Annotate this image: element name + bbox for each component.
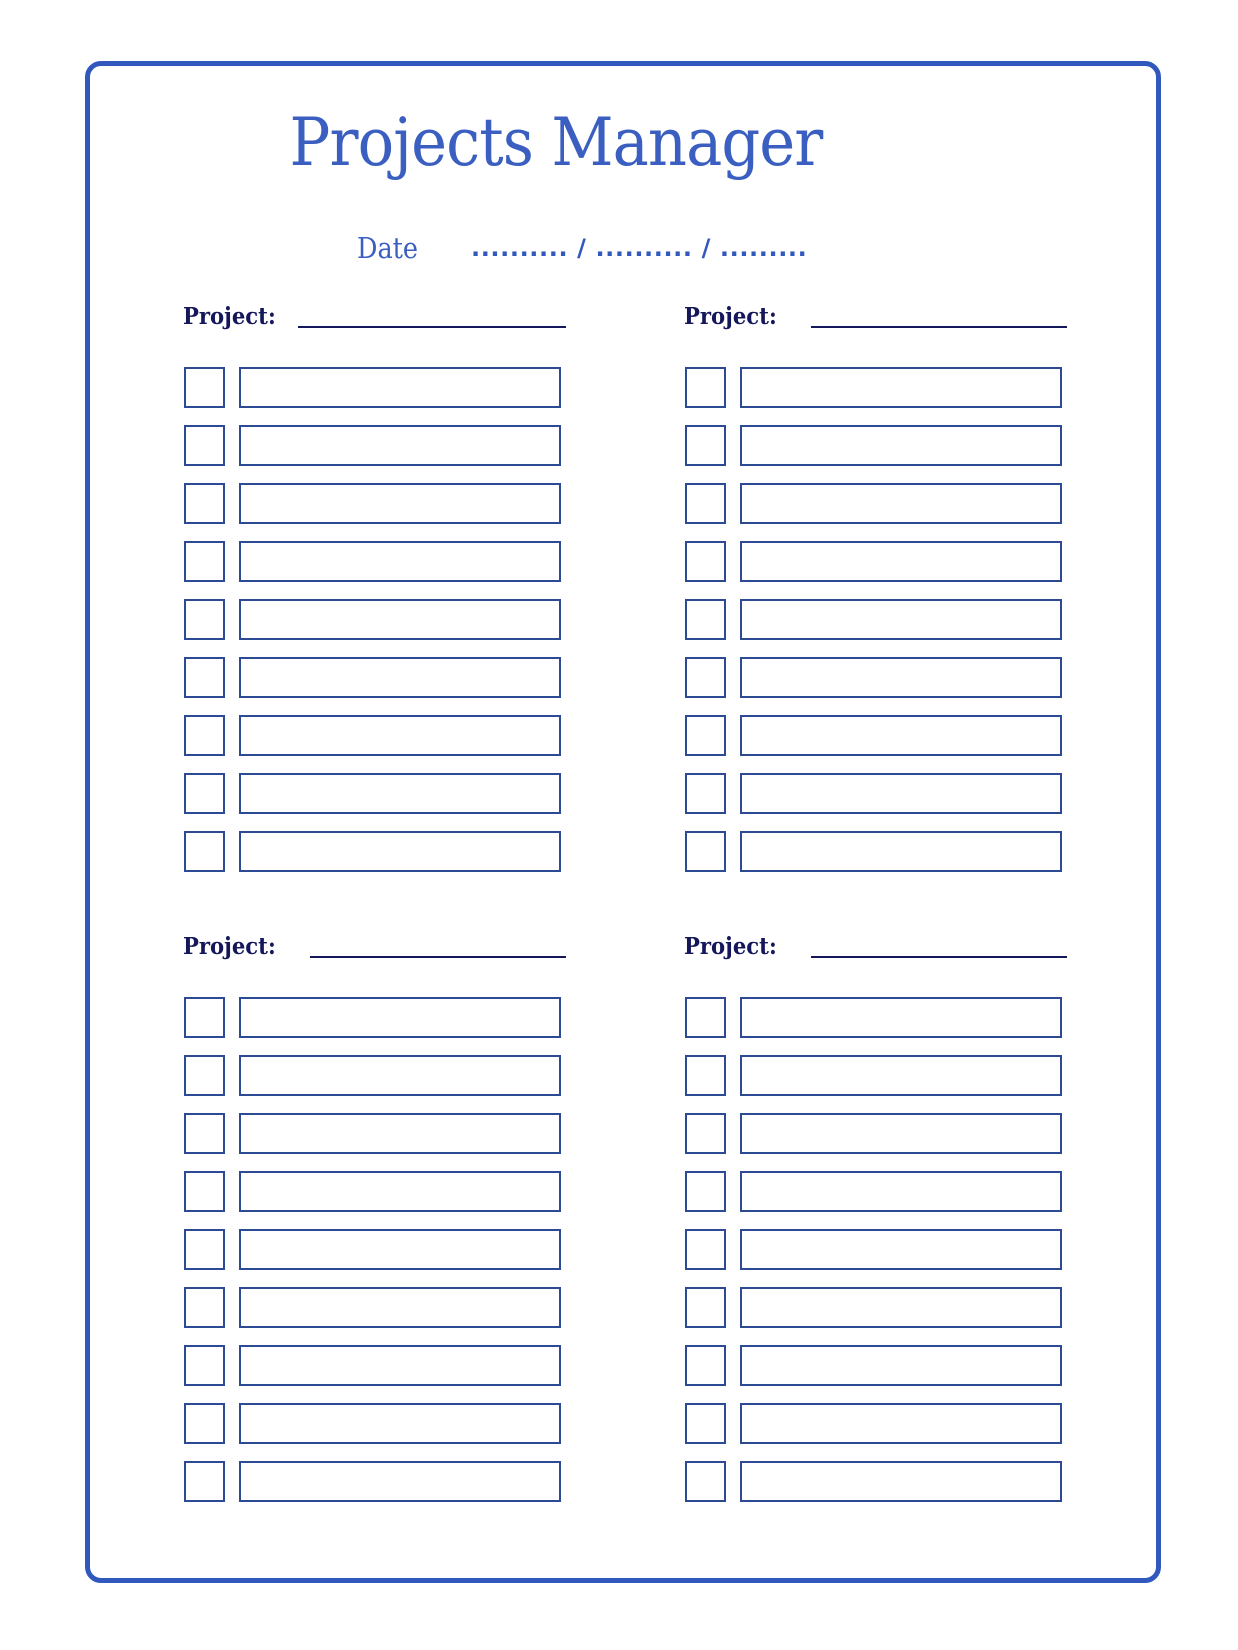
task-row xyxy=(184,425,564,466)
task-checkbox[interactable] xyxy=(685,425,726,466)
task-row xyxy=(184,831,564,872)
task-row xyxy=(184,997,564,1038)
task-text-field[interactable] xyxy=(740,1287,1062,1328)
task-text-field[interactable] xyxy=(239,1345,561,1386)
project-header xyxy=(684,297,1084,337)
task-row xyxy=(184,657,564,698)
task-row xyxy=(685,657,1065,698)
task-text-field[interactable] xyxy=(239,1055,561,1096)
task-checkbox[interactable] xyxy=(184,1345,225,1386)
task-checkbox[interactable] xyxy=(685,541,726,582)
task-row xyxy=(685,367,1065,408)
task-text-field[interactable] xyxy=(740,715,1062,756)
task-row xyxy=(685,773,1065,814)
task-text-field[interactable] xyxy=(740,997,1062,1038)
task-checkbox[interactable] xyxy=(685,657,726,698)
task-row xyxy=(184,1461,564,1502)
task-text-field[interactable] xyxy=(239,1171,561,1212)
task-row xyxy=(184,483,564,524)
task-checkbox[interactable] xyxy=(685,1113,726,1154)
task-text-field[interactable] xyxy=(239,773,561,814)
task-checkbox[interactable] xyxy=(685,483,726,524)
task-row xyxy=(685,541,1065,582)
task-text-field[interactable] xyxy=(740,1229,1062,1270)
task-checkbox[interactable] xyxy=(184,599,225,640)
task-row xyxy=(685,997,1065,1038)
task-text-field[interactable] xyxy=(239,367,561,408)
task-checkbox[interactable] xyxy=(685,367,726,408)
task-checkbox[interactable] xyxy=(184,1287,225,1328)
task-checkbox[interactable] xyxy=(184,1403,225,1444)
task-text-field[interactable] xyxy=(239,1287,561,1328)
task-row xyxy=(184,1287,564,1328)
task-text-field[interactable] xyxy=(740,773,1062,814)
task-checkbox[interactable] xyxy=(184,1055,225,1096)
task-row xyxy=(685,715,1065,756)
task-row xyxy=(685,1287,1065,1328)
task-text-field[interactable] xyxy=(239,715,561,756)
task-text-field[interactable] xyxy=(740,599,1062,640)
task-text-field[interactable] xyxy=(239,541,561,582)
task-row xyxy=(184,367,564,408)
task-checkbox[interactable] xyxy=(685,1229,726,1270)
task-checkbox[interactable] xyxy=(184,715,225,756)
task-text-field[interactable] xyxy=(239,831,561,872)
task-checkbox[interactable] xyxy=(685,1403,726,1444)
project-header xyxy=(684,927,1084,967)
task-text-field[interactable] xyxy=(239,657,561,698)
task-text-field[interactable] xyxy=(740,1403,1062,1444)
task-row xyxy=(685,599,1065,640)
task-checkbox[interactable] xyxy=(685,831,726,872)
task-row xyxy=(184,1171,564,1212)
task-text-field[interactable] xyxy=(740,1055,1062,1096)
task-text-field[interactable] xyxy=(740,831,1062,872)
task-row xyxy=(184,1403,564,1444)
project-header xyxy=(183,927,583,967)
task-checkbox[interactable] xyxy=(184,425,225,466)
task-checkbox[interactable] xyxy=(184,997,225,1038)
task-row xyxy=(184,541,564,582)
date-label: Date xyxy=(357,231,419,265)
task-text-field[interactable] xyxy=(239,997,561,1038)
project-name-line[interactable] xyxy=(811,956,1067,958)
task-row xyxy=(184,1345,564,1386)
task-text-field[interactable] xyxy=(239,1403,561,1444)
task-row xyxy=(184,1113,564,1154)
task-text-field[interactable] xyxy=(239,483,561,524)
task-row xyxy=(685,1229,1065,1270)
task-checkbox[interactable] xyxy=(184,773,225,814)
task-checkbox[interactable] xyxy=(184,541,225,582)
project-name-line[interactable] xyxy=(811,326,1067,328)
task-row xyxy=(685,1403,1065,1444)
task-checkbox[interactable] xyxy=(184,831,225,872)
task-row xyxy=(685,1055,1065,1096)
task-checkbox[interactable] xyxy=(685,1171,726,1212)
task-text-field[interactable] xyxy=(740,1461,1062,1502)
task-checkbox[interactable] xyxy=(184,483,225,524)
task-row xyxy=(184,1229,564,1270)
task-row xyxy=(685,1171,1065,1212)
task-row xyxy=(184,599,564,640)
task-checkbox[interactable] xyxy=(184,1171,225,1212)
task-checkbox[interactable] xyxy=(184,1461,225,1502)
task-checkbox[interactable] xyxy=(685,1287,726,1328)
task-text-field[interactable] xyxy=(740,1171,1062,1212)
task-checkbox[interactable] xyxy=(685,1055,726,1096)
task-row xyxy=(184,1055,564,1096)
project-name-line[interactable] xyxy=(310,956,566,958)
task-text-field[interactable] xyxy=(239,1229,561,1270)
project-label: Project: xyxy=(183,303,276,330)
project-header xyxy=(183,297,583,337)
project-name-line[interactable] xyxy=(298,326,566,328)
task-row xyxy=(184,715,564,756)
task-checkbox[interactable] xyxy=(685,599,726,640)
task-text-field[interactable] xyxy=(740,1345,1062,1386)
task-text-field[interactable] xyxy=(740,541,1062,582)
task-checkbox[interactable] xyxy=(184,657,225,698)
task-row xyxy=(184,773,564,814)
task-row xyxy=(685,1113,1065,1154)
task-text-field[interactable] xyxy=(740,657,1062,698)
task-text-field[interactable] xyxy=(740,425,1062,466)
task-text-field[interactable] xyxy=(239,1461,561,1502)
task-text-field[interactable] xyxy=(239,1113,561,1154)
task-row xyxy=(685,831,1065,872)
task-row xyxy=(685,1461,1065,1502)
task-checkbox[interactable] xyxy=(685,715,726,756)
task-text-field[interactable] xyxy=(740,367,1062,408)
task-checkbox[interactable] xyxy=(184,1229,225,1270)
task-checkbox[interactable] xyxy=(184,367,225,408)
task-row xyxy=(685,1345,1065,1386)
date-field[interactable]: .......... / .......... / ......... xyxy=(471,234,808,262)
task-text-field[interactable] xyxy=(740,1113,1062,1154)
task-checkbox[interactable] xyxy=(184,1113,225,1154)
project-label: Project: xyxy=(684,303,777,330)
project-label: Project: xyxy=(684,933,777,960)
task-text-field[interactable] xyxy=(740,483,1062,524)
task-checkbox[interactable] xyxy=(685,997,726,1038)
task-checkbox[interactable] xyxy=(685,1461,726,1502)
task-checkbox[interactable] xyxy=(685,773,726,814)
task-row xyxy=(685,425,1065,466)
task-text-field[interactable] xyxy=(239,599,561,640)
task-row xyxy=(685,483,1065,524)
task-checkbox[interactable] xyxy=(685,1345,726,1386)
project-label: Project: xyxy=(183,933,276,960)
task-text-field[interactable] xyxy=(239,425,561,466)
page-title: Projects Manager xyxy=(289,104,823,181)
